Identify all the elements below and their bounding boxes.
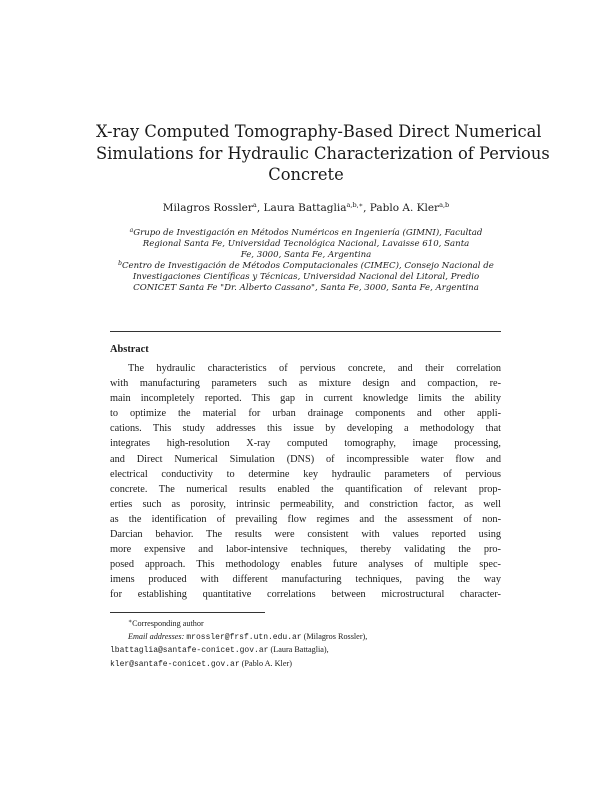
abstract-line: Darcian behavior. The results were consistent with values reported using — [110, 529, 501, 541]
abstract-line: erties such as porosity, intrinsic permeability, and constriction factor, as well — [110, 498, 501, 510]
abstract-line: more expensive and labor-intensive techniques, thereby validating the pro- — [110, 544, 501, 556]
title-line: Simulations for Hydraulic Characterization of Pervious — [96, 143, 550, 163]
affiliation-line: Grupo de Investigación en Métodos Numéricos en Ingeniería (GIMNI), Facultad — [133, 228, 483, 238]
affiliation-b — [96, 258, 516, 294]
email-link[interactable]: lbattaglia@santafe-conicet.gov.ar — [110, 646, 269, 655]
abstract-line: to optimize the material for urban drainage components and other appli- — [110, 408, 501, 420]
author-affiliation-mark: a,b,∗ — [346, 201, 364, 209]
author-name: Pablo A. Kler — [369, 202, 440, 214]
affiliation-line: Fe, 3000, Santa Fe, Argentina — [240, 250, 372, 260]
affiliation-mark: a — [129, 227, 134, 234]
abstract-line: electrical conductivity to determine key hydraulic parameters of pervious — [110, 468, 501, 480]
abstract-line: concrete. The numerical results enabled the quantification of relevant prop- — [110, 483, 501, 495]
abstract-line: cations. This study addresses this issue by developing a methodology that — [110, 423, 501, 435]
abstract-body — [110, 361, 501, 603]
abstract-line: imens produced with different manufacturing techniques, paving the way — [110, 574, 501, 586]
author-affiliation-mark: a,b — [439, 201, 450, 209]
abstract-line: as the identification of prevailing flow regimes and the assessment of non- — [110, 513, 501, 525]
abstract-line: The hydraulic characteristics of pervious concrete, and their correlation — [128, 363, 501, 374]
footnote-divider — [110, 612, 265, 613]
abstract-line: posed approach. This methodology enables future analyses of multiple spec- — [110, 559, 501, 571]
abstract-heading: Abstract — [110, 344, 149, 355]
author-name: Milagros Rossler — [162, 202, 253, 214]
affiliation-mark: b — [118, 260, 122, 267]
email-owner: (Milagros Rossler), — [303, 631, 368, 641]
paper-title — [96, 121, 550, 186]
footnote-mark: ∗ — [128, 619, 133, 625]
affiliation-line: Investigaciones Científicas y Técnicas, Universidad Nacional del Litoral, Predio — [132, 272, 480, 282]
abstract-line: main incompletely reported. This gap in current knowledge limits the ability — [110, 393, 501, 405]
corresponding-author-note: Corresponding author — [132, 619, 204, 628]
affiliation-line: CONICET Santa Fe "Dr. Alberto Cassano", Santa Fe, 3000, Santa Fe, Argentina — [133, 283, 479, 293]
author-affiliation-mark: a — [252, 201, 257, 209]
email-label: Email addresses: — [128, 631, 185, 641]
footnote — [110, 616, 501, 671]
author-name: Laura Battaglia — [263, 202, 347, 214]
email-owner: (Laura Battaglia), — [270, 645, 329, 654]
email-owner: (Pablo A. Kler) — [241, 658, 292, 668]
divider — [110, 331, 501, 332]
abstract-line: and Direct Numerical Simulation (DNS) of incompressible water flow and — [110, 453, 501, 465]
author-list: Milagros Rossler$^a$, Laura Battaglia$^{a,b,∗}$, Pablo A. Kler$^{a,b}$ — [162, 201, 450, 214]
email-link[interactable]: mrossler@frsf.utn.edu.ar — [186, 632, 302, 642]
abstract-line: integrates high-resolution X-ray computed tomography, image processing, — [110, 438, 501, 450]
affiliation-line: Centro de Investigación de Métodos Computacionales (CIMEC), Consejo Nacional de — [121, 261, 494, 271]
email-link[interactable]: kler@santafe-conicet.gov.ar — [110, 659, 240, 669]
affiliation-a — [96, 225, 516, 261]
affiliation-line: Regional Santa Fe, Universidad Tecnológica Nacional, Lavaisse 610, Santa — [142, 239, 470, 249]
abstract-line: for establishing quantitative correlations between microstructural character- — [110, 589, 501, 601]
title-line: Concrete — [268, 165, 344, 184]
abstract-line: with manufacturing parameters such as mixture design and compaction, re- — [110, 378, 501, 390]
title-line: X-ray Computed Tomography-Based Direct Numerical — [96, 122, 542, 141]
